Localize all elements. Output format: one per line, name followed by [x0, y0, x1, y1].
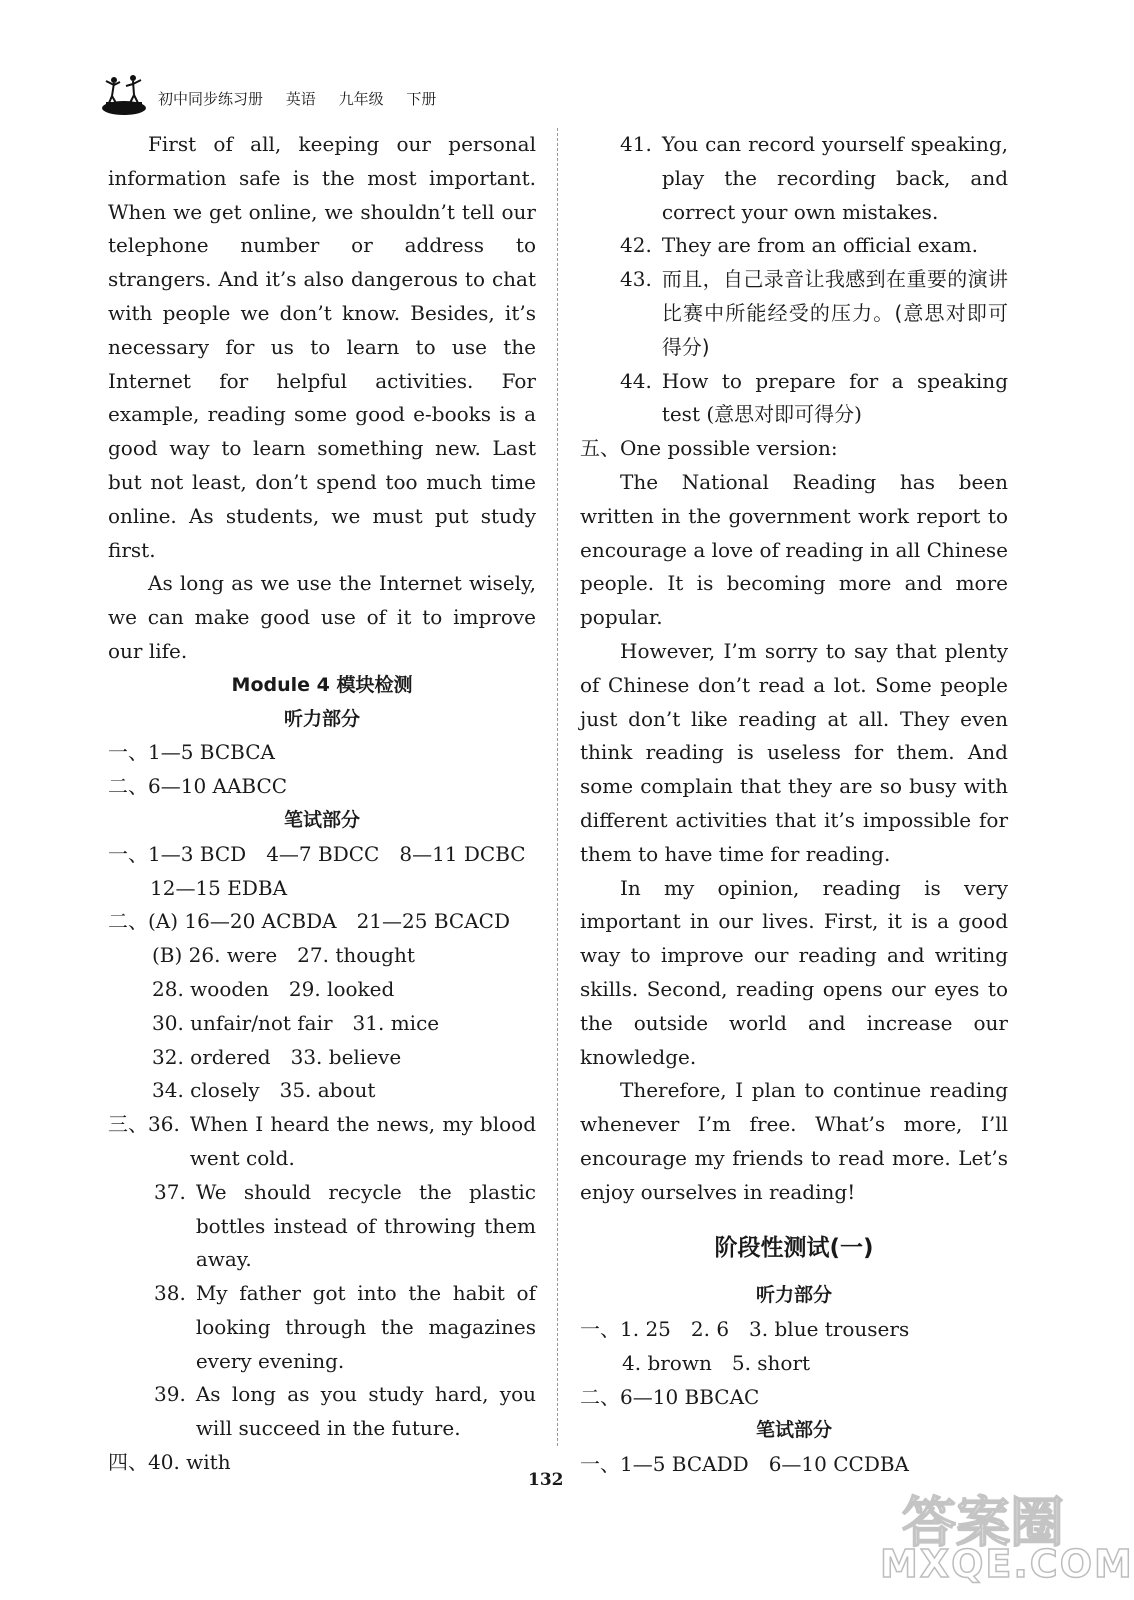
answer-line: 二、6—10 BBCAC: [580, 1384, 760, 1409]
answer-line: 五、One possible version:: [580, 436, 838, 461]
answer-line: 4. brown 5. short: [622, 1350, 811, 1375]
header-book: 初中同步练习册: [158, 90, 264, 108]
answer-item: [580, 263, 1008, 364]
section-title: 笔试部分: [283, 808, 360, 831]
header-grade: 九年级: [338, 90, 384, 108]
answer-line: 30. unfair/not fair 31. mice: [152, 1010, 440, 1035]
answer-item: [580, 128, 1008, 229]
answer-line: 一、1—3 BCD 4—7 BDCC 8—11 DCBC: [108, 841, 526, 866]
answer-item: [108, 1378, 536, 1446]
column-divider: [557, 128, 558, 1446]
page-number: 132: [528, 1470, 564, 1490]
essay-paragraph: However, I’m sorry to say that plenty of Chinese don’t read a lot. Some people just don’t like reading at all. They even think reading is useless for them. And some complain that they are so busy with different activities that it’s impossible for them to have time for reading.: [580, 638, 1008, 866]
item-number: 36.: [148, 1112, 180, 1137]
answer-item: [108, 1108, 536, 1176]
answer-line: 一、1—5 BCBCA: [108, 740, 275, 765]
answer-line: 二、6—10 AABCC: [108, 774, 288, 799]
answer-line: 二、(A) 16—20 ACBDA 21—25 BCACD: [108, 909, 510, 934]
answer-line: 32. ordered 33. believe: [152, 1044, 402, 1069]
essay-paragraph: In my opinion, reading is very important in our lives. First, it is a good way to improve our reading and writing skills. Second, reading opens our eyes to the outside world and increase our knowledge.: [580, 875, 1008, 1069]
answer-item: [580, 365, 1008, 433]
section-label: 三、: [108, 1112, 148, 1137]
answer-item: [108, 1176, 536, 1277]
book-logo-icon: [100, 72, 148, 118]
item-number: 38.: [154, 1281, 186, 1306]
essay-paragraph: As long as we use the Internet wisely, we can make good use of it to improve our life.: [108, 571, 536, 663]
item-text: When I heard the news, my blood went cold.: [189, 1112, 536, 1170]
item-number: 44.: [620, 368, 652, 393]
item-text: We should recycle the plastic bottles instead of throwing them away.: [195, 1179, 536, 1272]
item-number: 42.: [620, 233, 652, 258]
item-text: 而且，自己录音让我感到在重要的演讲比赛中所能经受的压力。(意思对即可得分): [661, 267, 1008, 359]
answer-line: 四、40. with: [108, 1450, 231, 1475]
item-text: They are from an official exam.: [661, 233, 978, 258]
watermark-chars: 答案圈: [902, 1491, 1064, 1554]
section-title: 听力部分: [283, 707, 360, 730]
module-title: Module 4 模块检测: [231, 673, 413, 696]
answer-line: (B) 26. were 27. thought: [152, 943, 415, 968]
essay-paragraph: First of all, keeping our personal information safe is the most important. When we get online, we shouldn’t tell our telephone number or address to strangers. And it’s also dangerous to chat with people we don’t know. Besides, it’s necessary for us to learn to use the Internet for helpful activities. For example, reading some good e-books is a good way to learn something new. Last but not least, don’t spend too much time online. As students, we must put study first.: [108, 132, 536, 562]
answer-line: 34. closely 35. about: [152, 1078, 376, 1103]
item-number: 41.: [620, 132, 652, 156]
item-text: As long as you study hard, you will succeed in the future.: [195, 1382, 536, 1441]
item-number: 43.: [620, 267, 652, 292]
answer-item: [108, 1277, 536, 1378]
left-column: [108, 128, 536, 1480]
item-number: 37.: [154, 1179, 186, 1204]
answer-line: 12—15 EDBA: [150, 875, 288, 900]
answer-item: [580, 229, 1008, 263]
watermark: [880, 1480, 1134, 1592]
answer-line: 28. wooden 29. looked: [152, 976, 395, 1001]
item-text: How to prepare for a speaking test (意思对即可得分): [661, 368, 1008, 427]
right-column: [580, 128, 1008, 1482]
section-title: 笔试部分: [755, 1419, 832, 1442]
answer-line: 一、1—5 BCADD 6—10 CCDBA: [580, 1452, 910, 1477]
essay-paragraph: Therefore, I plan to continue reading whenever I’m free. What’s more, I’ll encourage my friends to read more. Let’s enjoy ourselves in reading!: [580, 1078, 1008, 1204]
watermark-url: MXQE.COM: [880, 1542, 1134, 1586]
header-subject: 英语: [285, 90, 316, 108]
section-title: 听力部分: [755, 1284, 832, 1307]
answer-line: 一、1. 25 2. 6 3. blue trousers: [580, 1317, 910, 1342]
item-text: My father got into the habit of looking through the magazines every evening.: [195, 1281, 536, 1373]
essay-paragraph: The National Reading has been written in the government work report to encourage a love of reading in all Chinese people. It is becoming more and more popular.: [580, 469, 1008, 630]
header-volume: 下册: [406, 90, 437, 108]
item-number: 39.: [154, 1382, 186, 1407]
item-text: You can record yourself speaking, play the recording back, and correct your own mistakes.: [661, 132, 1008, 224]
stage-title: 阶段性测试(一): [714, 1234, 874, 1261]
